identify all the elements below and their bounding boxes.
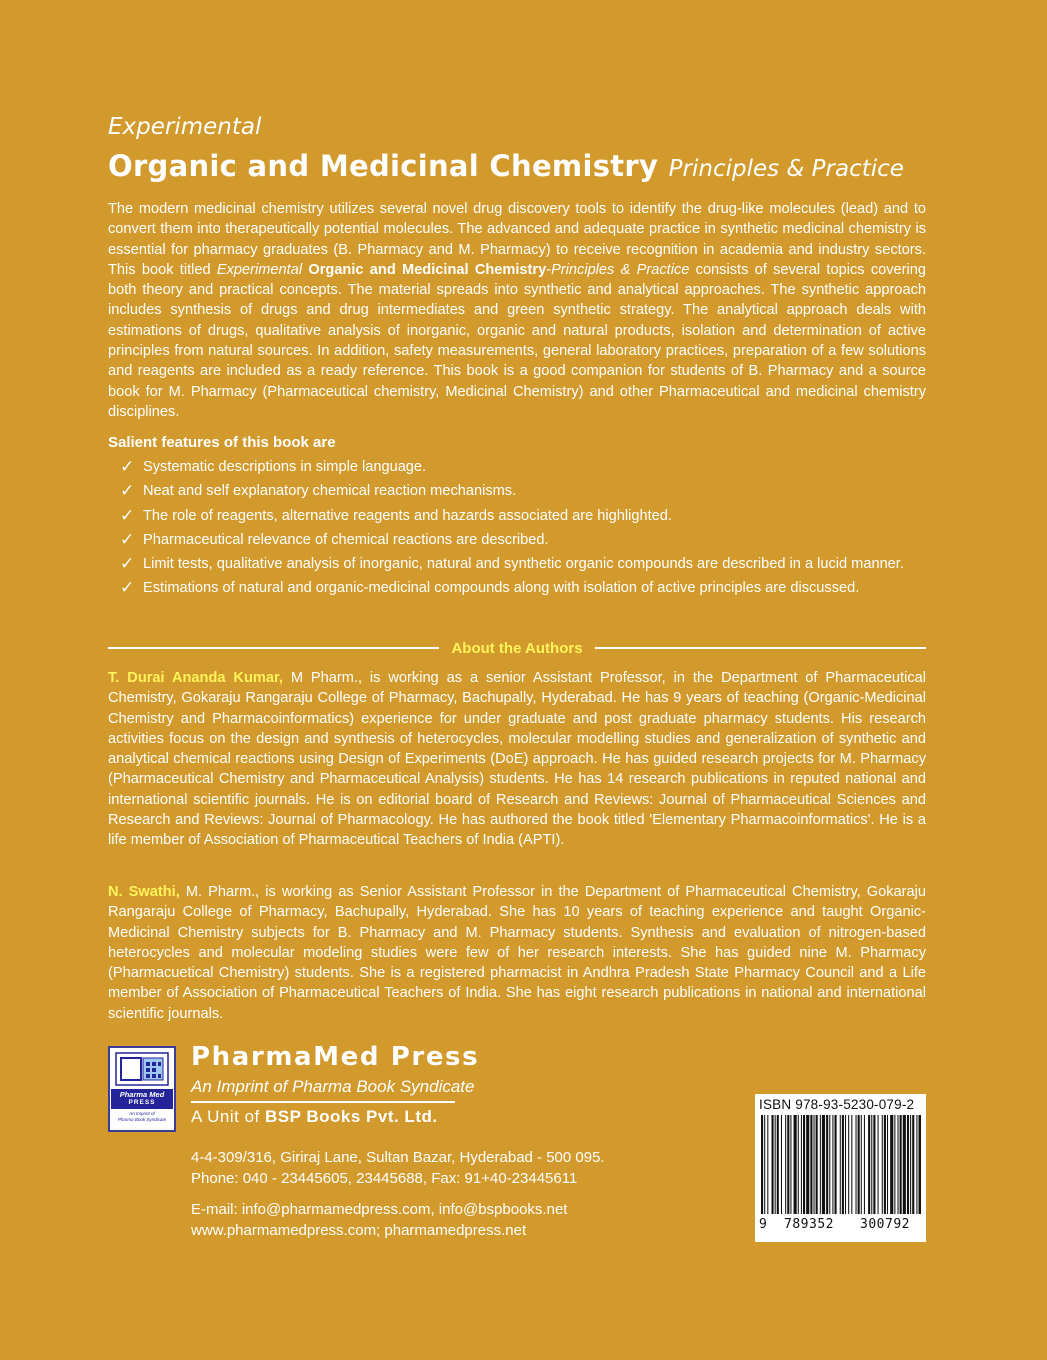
features-heading: Salient features of this book are <box>108 434 336 451</box>
publisher-unit: A Unit of BSP Books Pvt. Ltd. <box>191 1107 438 1126</box>
description-paragraph: The modern medicinal chemistry utilizes several novel drug discovery tools to identify the drug-like molecules (lead) and to convert them into therapeutically potential molecules. The advanced and adequate practice in synthetic medicinal chemistry is essential for pharmacy graduates (B. Pharmacy and M. Pharmacy) to receive recognition in academia and industry sectors. This book titled Experimental Organic and Medicinal Chemistry-Principles & Practice consists of several topics covering both theory and practical concepts. The material spreads into synthetic and analytical approaches. The synthetic approach includes synthesis of drugs and drug intermediates and green synthetic strategy. The analytical approach deals with estimations of drugs, qualitative analysis of inorganic, organic and natural products, isolation and determination of active principles from natural sources. In addition, safety measurements, general laboratory practices, preparation of a few solutions and reagents are included as a ready reference. This book is a good companion for students of B. Pharmacy and a source book for M. Pharmacy (Pharmaceutical chemistry, Medicinal Chemistry) and other Pharmaceutical and medicinal chemistry disciplines. <box>108 201 926 420</box>
isbn-digits: 9 789352 300792 <box>759 1217 910 1232</box>
publisher-logo <box>108 1046 176 1132</box>
check-icon: ✓ <box>120 554 135 574</box>
book-title <box>108 144 926 194</box>
publisher-phone: Phone: 040 - 23445605, 23445688, Fax: 91+40-23445611 <box>191 1170 578 1187</box>
feature-item: ✓ Estimations of natural and organic-medicinal compounds along with isolation of active principles are discussed. <box>108 578 926 598</box>
author-name-2: N. Swathi, <box>108 884 180 900</box>
title-subtitle: Principles & Practice <box>668 156 904 182</box>
title-prefix: Experimental <box>108 114 262 140</box>
features-list <box>108 457 926 603</box>
isbn-barcode-block <box>755 1094 926 1242</box>
author-bio-1: T. Durai Ananda Kumar, M Pharm., is working as a senior Assistant Professor, in the Department of Pharmaceutical Chemistry, Gokaraju Rangaraju College of Pharmacy, Bachupally, Hyderabad. He has 9 years of teaching (Organic-Medicinal Chemistry and Pharmacoinformatics) experience for under graduate and post graduate pharmacy students. His research activities focus on the design and synthesis of heterocycles, molecular modelling studies and generalization of synthetic and analytical chemical reactions using Design of Experiments (DoE) approach. He has guided research projects for M. Pharmacy (Pharmaceutical Chemistry and Pharmaceutical Analysis) students. He has 14 research publications in reputed national and international scientific journals. He is on editorial board of Research and Reviews: Journal of Pharmaceutical Sciences and Research and Reviews: Journal of Pharmacology. He has authored the book titled 'Elementary Pharmacoinformatics'. He is a life member of Association of Pharmaceutical Teachers of India (APTI). <box>108 670 926 849</box>
logo-tagline: An Imprint of Pharma Book Syndicate <box>117 1111 167 1122</box>
feature-item: ✓ Systematic descriptions in simple language. <box>108 457 926 477</box>
feature-item: ✓ The role of reagents, alternative reagents and hazards associated are highlighted. <box>108 506 926 526</box>
logo-band: Pharma Med PRESS <box>111 1089 173 1109</box>
publisher-address: 4-4-309/316, Giriraj Lane, Sultan Bazar, Hyderabad - 500 095. <box>191 1149 605 1166</box>
book-icon <box>115 1052 169 1086</box>
divider-line-right <box>595 647 926 649</box>
check-icon: ✓ <box>120 457 135 476</box>
check-icon: ✓ <box>120 505 135 525</box>
publisher-block <box>191 1040 480 1129</box>
author-name-1: T. Durai Ananda Kumar, <box>108 670 283 686</box>
publisher-online-block <box>191 1199 661 1241</box>
publisher-address-block <box>191 1147 661 1189</box>
check-icon: ✓ <box>120 578 135 598</box>
check-icon: ✓ <box>120 529 135 549</box>
isbn-label: ISBN 978-93-5230-079-2 <box>759 1097 915 1112</box>
feature-item: ✓ Neat and self explanatory chemical reaction mechanisms. <box>108 481 926 501</box>
feature-item: ✓ Pharmaceutical relevance of chemical reactions are described. <box>108 530 926 550</box>
title-main: Organic and Medicinal Chemistry <box>108 149 659 183</box>
divider-line-left <box>108 647 439 649</box>
title-block <box>108 112 926 194</box>
publisher-name: PharmaMed Press <box>191 1042 480 1072</box>
publisher-email: E-mail: info@pharmamedpress.com, info@bspbooks.net <box>191 1201 568 1218</box>
authors-heading: About the Authors <box>451 639 583 657</box>
barcode-icon <box>760 1115 921 1214</box>
publisher-website: www.pharmamedpress.com; pharmamedpress.net <box>191 1222 527 1239</box>
authors-divider <box>108 637 926 659</box>
author-bio-2: N. Swathi, M. Pharm., is working as Senior Assistant Professor in the Department of Pharmaceutical Chemistry, Gokaraju Rangaraju College of Pharmacy, Bachupally, Hyderabad. She has 10 years of teaching experience and taught Organic-Medicinal Chemistry subjects for B. Pharmacy and M. Pharmacy students. Synthesis and evaluation of nitrogen-based heterocycles and molecular modeling studies were few of her research interests. She has guided nine M. Pharmacy (Pharmacuetical Chemistry) students. She is a registered pharmacist in Andhra Pradesh State Pharmacy Council and a Life member of Association of Pharmaceutical Teachers of India. She has eight research publications in national and international scientific journals. <box>108 884 927 1022</box>
publisher-imprint: An Imprint of Pharma Book Syndicate <box>191 1076 455 1103</box>
feature-item: ✓ Limit tests, qualitative analysis of inorganic, natural and synthetic organic compounds are described in a lucid manner. <box>108 554 926 574</box>
check-icon: ✓ <box>120 481 135 501</box>
